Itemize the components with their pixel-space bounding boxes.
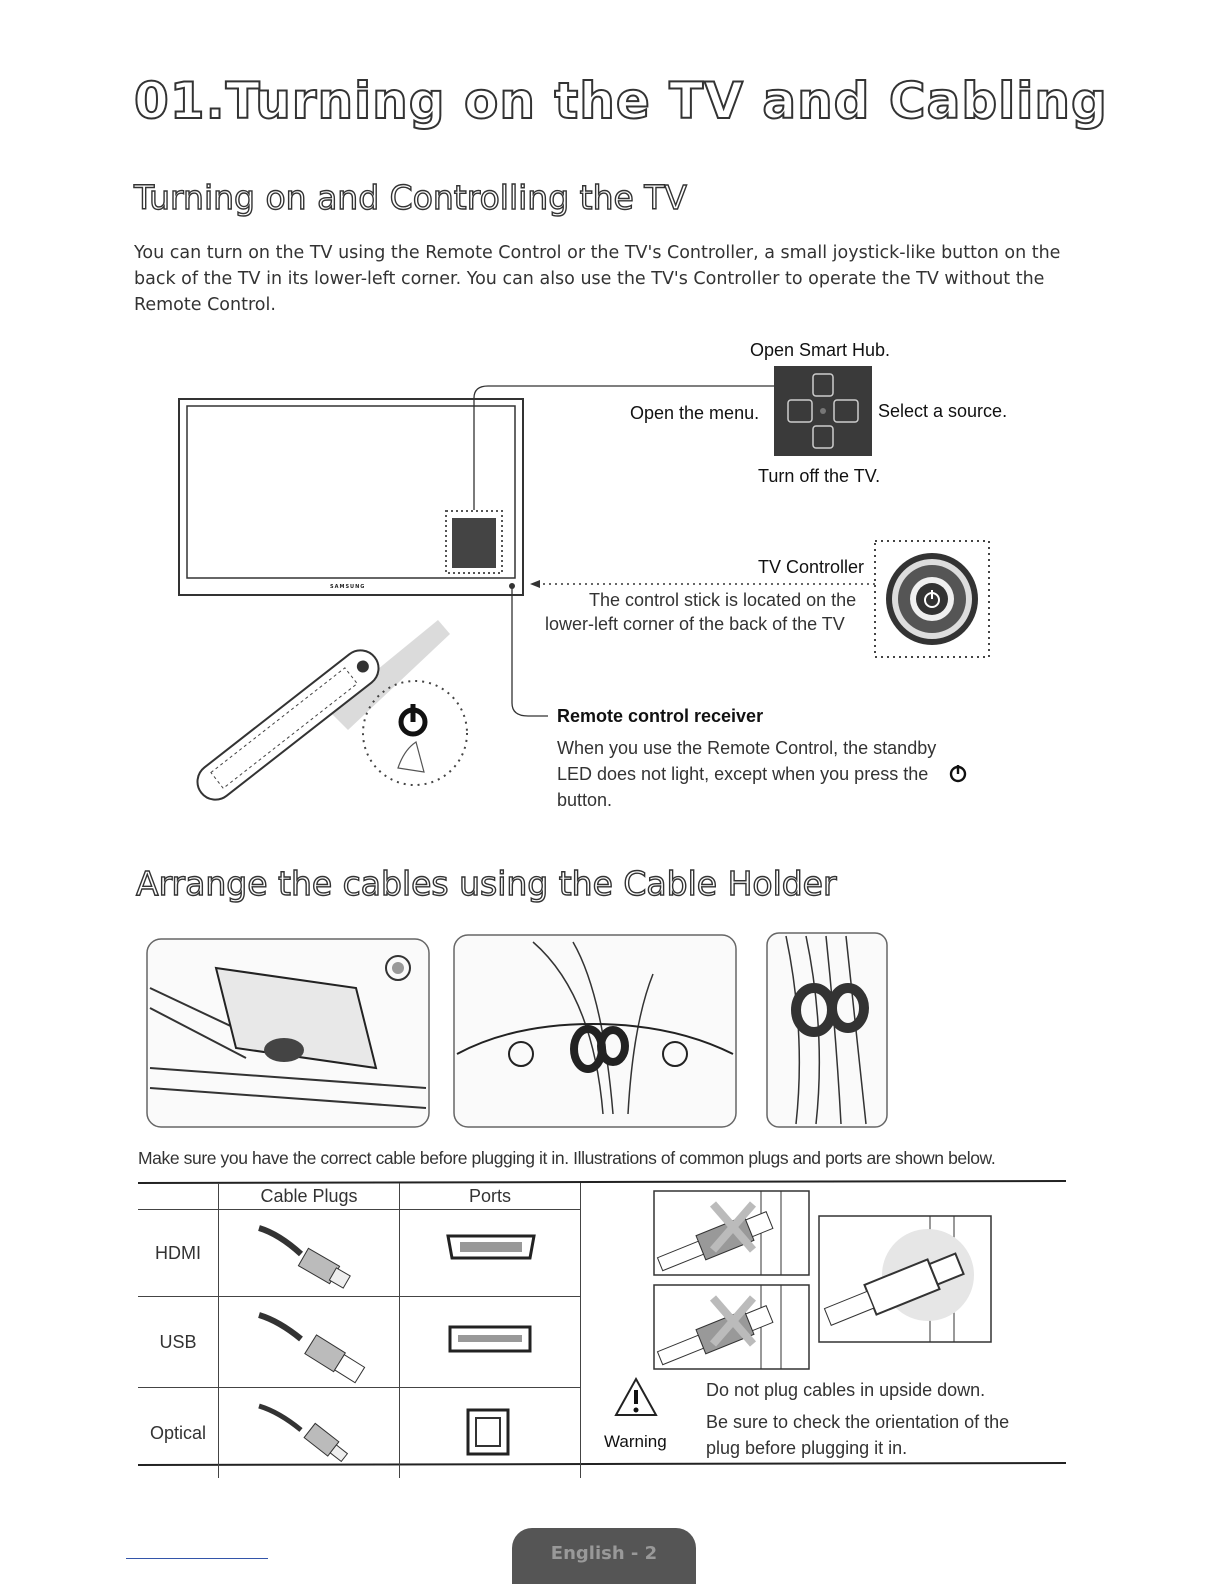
section-title-controlling: Turning on and Controlling the TV [134,178,688,217]
cable-table [138,1183,581,1478]
table-corner [138,1183,219,1210]
tv-brand-logo: SAMSUNG [330,584,366,590]
table-row [138,1210,581,1297]
hdmi-plug-cell [219,1210,400,1297]
optical-plug-icon [219,1388,399,1474]
hdmi-port-icon [400,1210,580,1292]
usb-port-icon [400,1297,580,1383]
plug-wrong-illustration-2 [653,1284,810,1370]
usb-plug-cell [219,1297,400,1388]
usb-port-cell [400,1297,581,1388]
label-select-source: Select a source. [878,401,1008,421]
table-row [138,1297,581,1388]
remote-receiver-desc-3: button. [557,790,613,810]
tv-controller-desc-1: The control stick is located on the [589,590,857,610]
remote-receiver-title: Remote control receiver [557,706,764,726]
warning-line-3: plug before plugging it in. [706,1438,908,1458]
tv-controller-title: TV Controller [758,557,865,577]
page-number-badge: English - 2 [512,1528,696,1584]
plug-correct-illustration [818,1215,992,1343]
plug-wrong-illustration-1 [653,1190,810,1276]
remote-receiver-desc-1: When you use the Remote Control, the standby [557,738,937,758]
row-name-usb: USB [138,1297,219,1388]
hdmi-port-cell [400,1210,581,1297]
section-title-cables: Arrange the cables using the Cable Holder [136,864,837,903]
hdmi-plug-icon [219,1210,399,1292]
row-name-optical: Optical [138,1388,219,1479]
intro-paragraph: You can turn on the TV using the Remote Control or the TV's Controller, a small joystick-like button on the back of the TV in its lower-left corner. You can also use the TV's Controller to operate the TV without the Remote Control. [134,243,1061,315]
label-open-menu: Open the menu. [630,403,760,423]
tv-controller-desc-2: lower-left corner of the back of the TV [545,614,845,634]
warning-line-2: Be sure to check the orientation of the [706,1412,1010,1432]
label-open-smart-hub: Open Smart Hub. [750,340,891,360]
footer-rule [126,1558,268,1559]
optical-plug-cell [219,1388,400,1479]
table-header-ports: Ports [400,1183,581,1210]
table-header-plugs: Cable Plugs [219,1183,400,1210]
row-name-hdmi: HDMI [138,1210,219,1297]
usb-plug-icon [219,1297,399,1383]
optical-port-icon [400,1388,580,1474]
table-row [138,1388,581,1479]
optical-port-cell [400,1388,581,1479]
page-title: 01.Turning on the TV and Cabling [134,72,1108,130]
remote-receiver-desc-2: LED does not light, except when you press the [557,764,929,784]
cable-note: Make sure you have the correct cable before plugging it in. Illustrations of common plugs and ports are shown below. [138,1148,996,1168]
warning-label: Warning [604,1432,667,1451]
label-turn-off: Turn off the TV. [758,466,881,486]
warning-line-1: Do not plug cables in upside down. [706,1380,986,1400]
